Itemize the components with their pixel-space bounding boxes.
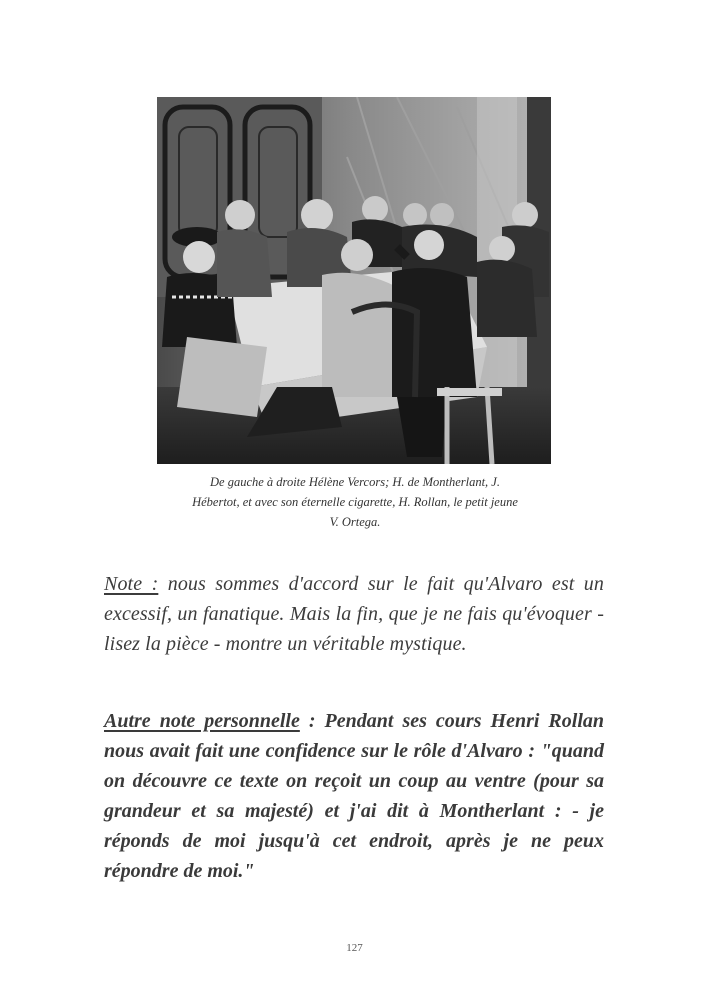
note-label: Note : (104, 573, 159, 595)
note-text: nous sommes d'accord sur le fait qu'Alvaro est un excessif, un fanatique. Mais la fin, que je ne fais qu'évoquer - lisez la pièce - montre un véritable mystique. (104, 573, 604, 655)
photo-caption (150, 472, 560, 532)
page-number: 127 (346, 942, 363, 954)
group-photograph (157, 97, 551, 464)
caption-line-3: V. Ortega. (329, 515, 381, 529)
personal-note-paragraph (104, 706, 604, 886)
personal-note-label: Autre note personnelle (104, 710, 300, 732)
note-paragraph (104, 569, 604, 659)
caption-line-2: Hébertot, et avec son éternelle cigarette, H. Rollan, le petit jeune (192, 495, 518, 509)
caption-line-1: De gauche à droite Hélène Vercors; H. de Montherlant, J. (210, 475, 500, 489)
personal-note-text: : Pendant ses cours Henri Rollan nous avait fait une confidence sur le rôle d'Alvaro : "quand on découvre ce texte on reçoit un coup au ventre (pour sa grandeur et sa majesté) et j'ai dit à Montherlant : - je réponds de moi jusqu'à cet endroit, après je ne peux répondre de moi." (104, 710, 604, 882)
photo-illustration (157, 97, 551, 464)
